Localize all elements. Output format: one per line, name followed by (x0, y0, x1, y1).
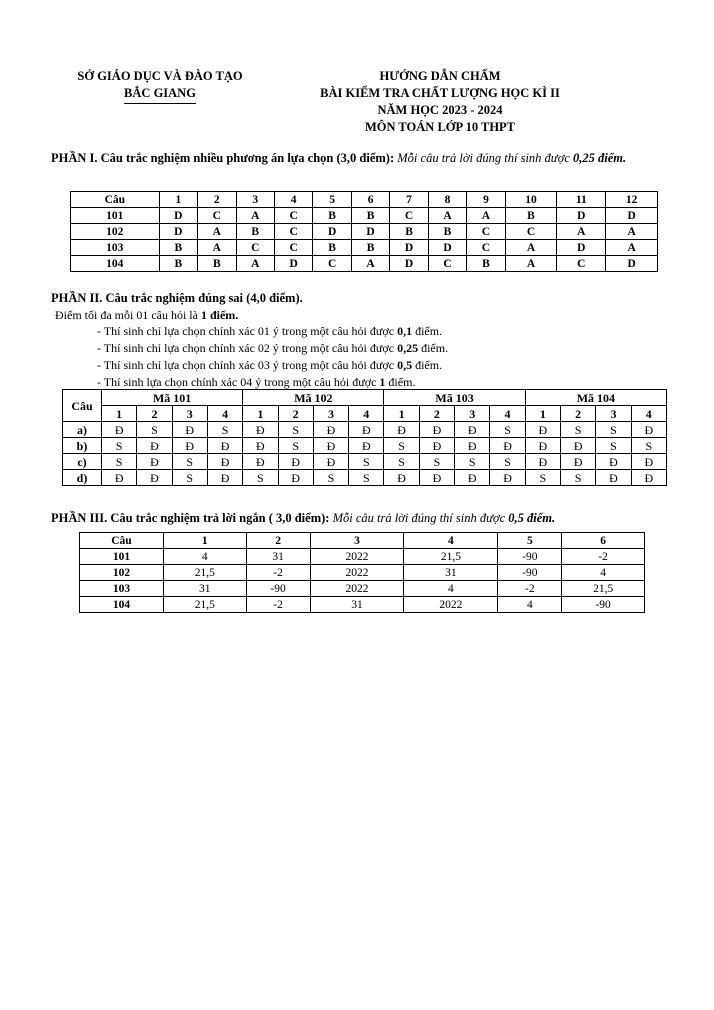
scoring-rule-points: 1 (379, 375, 386, 389)
answer-cell: 4 (404, 581, 498, 597)
answer-cell: S (490, 454, 525, 470)
exam-code-cell: 102 (71, 224, 160, 240)
answer-cell: Đ (631, 422, 666, 438)
answer-cell: D (274, 256, 312, 272)
item-number-cell: 3 (313, 406, 348, 422)
answer-cell: C (313, 256, 351, 272)
answer-cell: 21,5 (163, 597, 246, 613)
header-cell: 1 (159, 192, 197, 208)
answer-cell: B (159, 256, 197, 272)
answer-cell: -2 (562, 549, 645, 565)
answer-cell: -2 (246, 565, 310, 581)
answer-cell: S (278, 422, 313, 438)
answer-cell: 4 (562, 565, 645, 581)
statement-label-cell: d) (63, 470, 102, 486)
document-title: HƯỚNG DẪN CHẤM (379, 69, 501, 83)
part1-answer-table (70, 191, 658, 272)
statement-label-cell: c) (63, 454, 102, 470)
header-cell: 8 (428, 192, 466, 208)
exam-code-cell: 104 (71, 256, 160, 272)
answer-cell: S (561, 422, 596, 438)
scoring-rule (97, 323, 442, 339)
header-cell: Câu (80, 533, 164, 549)
answer-cell: 2022 (310, 581, 404, 597)
table-row (63, 470, 667, 486)
answer-cell: Đ (243, 438, 278, 454)
answer-cell: Đ (455, 438, 490, 454)
scoring-rule (97, 374, 415, 390)
item-number-cell: 3 (455, 406, 490, 422)
answer-cell: Đ (278, 454, 313, 470)
answer-cell: S (490, 422, 525, 438)
answer-cell: S (207, 422, 242, 438)
scoring-rule-unit: điểm. (412, 324, 443, 338)
item-number-cell: 2 (561, 406, 596, 422)
header-cell: 2 (198, 192, 236, 208)
answer-cell: Đ (455, 422, 490, 438)
part1-title (51, 150, 661, 167)
scoring-rule-unit: điểm. (385, 375, 416, 389)
header-cell: 3 (236, 192, 274, 208)
answer-cell: 2022 (310, 549, 404, 565)
answer-cell: -2 (498, 581, 562, 597)
answer-cell: 21,5 (562, 581, 645, 597)
table-row (63, 422, 667, 438)
answer-cell: Đ (137, 438, 172, 454)
exam-code-cell: 101 (71, 208, 160, 224)
answer-cell: 31 (310, 597, 404, 613)
answer-cell: B (313, 208, 351, 224)
part3-points: 0,5 điểm. (508, 511, 556, 525)
answer-cell: C (236, 240, 274, 256)
table-header-row (71, 192, 658, 208)
answer-cell: Đ (525, 454, 560, 470)
answer-cell: -90 (246, 581, 310, 597)
exam-code-cell: 103 (80, 581, 164, 597)
table-row (71, 240, 658, 256)
answer-cell: S (349, 470, 384, 486)
scoring-rule-unit: điểm. (412, 358, 443, 372)
answer-cell: D (606, 256, 658, 272)
exam-code-header: Mã 103 (384, 390, 525, 406)
scoring-rule-text: - Thí sinh chỉ lựa chọn chính xác 02 ý trong một câu hỏi được (97, 341, 398, 355)
answer-cell: D (351, 224, 389, 240)
answer-cell: 31 (246, 549, 310, 565)
answer-cell: Đ (313, 422, 348, 438)
answer-cell: S (384, 438, 419, 454)
answer-cell: D (606, 208, 658, 224)
answer-cell: Đ (596, 454, 631, 470)
answer-cell: Đ (384, 470, 419, 486)
answer-cell: Đ (525, 438, 560, 454)
scoring-rule-text: - Thí sinh chỉ lựa chọn chính xác 03 ý trong một câu hỏi được (97, 358, 398, 372)
answer-cell: D (390, 256, 428, 272)
answer-cell: Đ (631, 454, 666, 470)
answer-cell: A (428, 208, 466, 224)
exam-code-cell: 103 (71, 240, 160, 256)
answer-cell: Đ (490, 470, 525, 486)
table-row (71, 256, 658, 272)
answer-cell: S (313, 470, 348, 486)
answer-cell: Đ (455, 470, 490, 486)
department-name: SỞ GIÁO DỤC VÀ ĐÀO TẠO (77, 69, 243, 83)
department-header (60, 68, 260, 104)
exam-code-cell: 102 (80, 565, 164, 581)
header-cell: 7 (390, 192, 428, 208)
header-cell: 11 (557, 192, 606, 208)
header-cell: 1 (163, 533, 246, 549)
answer-cell: D (313, 224, 351, 240)
scoring-rule (97, 340, 448, 356)
answer-cell: Đ (207, 454, 242, 470)
answer-cell: 31 (404, 565, 498, 581)
answer-cell: S (384, 454, 419, 470)
scoring-rule-points: 0,5 (397, 358, 413, 372)
statement-label-cell: a) (63, 422, 102, 438)
answer-cell: Đ (349, 438, 384, 454)
table-row (80, 597, 645, 613)
answer-cell: Đ (349, 422, 384, 438)
header-cell: Câu (63, 390, 102, 422)
answer-cell: C (505, 224, 557, 240)
answer-cell: Đ (419, 470, 454, 486)
answer-cell: C (274, 208, 312, 224)
answer-cell: B (159, 240, 197, 256)
part2-max-score (55, 307, 238, 323)
answer-cell: 21,5 (404, 549, 498, 565)
answer-cell: Đ (137, 470, 172, 486)
answer-cell: C (198, 208, 236, 224)
answer-cell: Đ (384, 422, 419, 438)
answer-cell: A (606, 240, 658, 256)
answer-cell: S (455, 454, 490, 470)
answer-cell: Đ (137, 454, 172, 470)
header-cell: 12 (606, 192, 658, 208)
statement-label-cell: b) (63, 438, 102, 454)
answer-cell: C (274, 224, 312, 240)
answer-cell: Đ (419, 438, 454, 454)
answer-cell: 2022 (310, 565, 404, 581)
scoring-rule-points: 0,25 (397, 341, 419, 355)
answer-cell: C (557, 256, 606, 272)
answer-cell: 4 (498, 597, 562, 613)
answer-cell: Đ (207, 438, 242, 454)
answer-cell: S (278, 438, 313, 454)
answer-cell: D (390, 240, 428, 256)
answer-cell: B (236, 224, 274, 240)
header-cell: 5 (313, 192, 351, 208)
answer-cell: Đ (313, 454, 348, 470)
table-row (80, 565, 645, 581)
part2-max-points: 1 điểm. (200, 308, 239, 322)
table-header-row (63, 390, 667, 406)
answer-cell: -2 (246, 597, 310, 613)
header-cell: 6 (351, 192, 389, 208)
answer-cell: Đ (102, 422, 137, 438)
item-number-cell: 2 (137, 406, 172, 422)
answer-cell: -90 (562, 597, 645, 613)
answer-cell: Đ (102, 470, 137, 486)
header-cell: 4 (274, 192, 312, 208)
part3-title-bold: PHẦN III. Câu trắc nghiệm trả lời ngắn ( 3,0 điểm): (51, 511, 330, 525)
answer-cell: D (159, 224, 197, 240)
item-number-cell: 3 (596, 406, 631, 422)
answer-cell: Đ (419, 422, 454, 438)
part2-max-text: Điểm tối đa mỗi 01 câu hỏi là (55, 308, 201, 322)
header-cell: 5 (498, 533, 562, 549)
item-number-cell: 1 (384, 406, 419, 422)
item-number-cell: 1 (525, 406, 560, 422)
answer-cell: S (349, 454, 384, 470)
exam-name: BÀI KIỂM TRA CHẤT LƯỢNG HỌC KÌ II (320, 86, 560, 100)
scoring-rule-text: - Thí sinh chỉ lựa chọn chính xác 01 ý trong một câu hỏi được (97, 324, 398, 338)
answer-cell: -90 (498, 549, 562, 565)
subject-name: MÔN TOÁN LỚP 10 THPT (364, 120, 516, 134)
part3-title (51, 510, 555, 527)
answer-cell: Đ (631, 470, 666, 486)
answer-cell: B (428, 224, 466, 240)
answer-cell: B (505, 208, 557, 224)
item-number-cell: 1 (102, 406, 137, 422)
answer-cell: A (351, 256, 389, 272)
answer-cell: -90 (498, 565, 562, 581)
part3-title-italic: Mỗi câu trả lời đúng thí sinh được (329, 511, 509, 525)
table-subheader-row (63, 406, 667, 422)
answer-cell: D (159, 208, 197, 224)
table-row (63, 438, 667, 454)
header-cell: Câu (71, 192, 160, 208)
table-row (80, 581, 645, 597)
answer-cell: Đ (172, 438, 207, 454)
answer-cell: Đ (278, 470, 313, 486)
scoring-rule-unit: điểm. (418, 341, 449, 355)
answer-cell: S (419, 454, 454, 470)
answer-cell: S (102, 454, 137, 470)
answer-cell: Đ (490, 438, 525, 454)
answer-cell: D (557, 240, 606, 256)
answer-cell: Đ (243, 422, 278, 438)
answer-cell: C (390, 208, 428, 224)
item-number-cell: 4 (207, 406, 242, 422)
answer-cell: S (561, 470, 596, 486)
answer-cell: S (172, 454, 207, 470)
header-cell: 6 (562, 533, 645, 549)
answer-cell: Đ (525, 422, 560, 438)
answer-cell: 21,5 (163, 565, 246, 581)
answer-cell: Đ (172, 422, 207, 438)
answer-cell: A (467, 208, 505, 224)
item-number-cell: 2 (419, 406, 454, 422)
part2-title: PHẦN II. Câu trắc nghiệm đúng sai (4,0 điểm). (51, 291, 303, 305)
answer-cell: Đ (207, 470, 242, 486)
header-cell: 3 (310, 533, 404, 549)
document-title-block (290, 68, 590, 136)
answer-cell: S (102, 438, 137, 454)
part3-answer-table (79, 532, 645, 613)
header-cell: 4 (404, 533, 498, 549)
answer-cell: C (467, 240, 505, 256)
answer-cell: C (274, 240, 312, 256)
answer-cell: Đ (243, 454, 278, 470)
part1-title-italic: Mỗi câu trả lời đúng thí sinh được (394, 151, 573, 165)
answer-cell: C (467, 224, 505, 240)
answer-cell: A (557, 224, 606, 240)
header-cell: 9 (467, 192, 505, 208)
answer-cell: 31 (163, 581, 246, 597)
answer-cell: D (557, 208, 606, 224)
school-year: NĂM HỌC 2023 - 2024 (377, 103, 503, 117)
exam-code-header: Mã 104 (525, 390, 666, 406)
answer-cell: B (351, 208, 389, 224)
item-number-cell: 2 (278, 406, 313, 422)
scoring-rule-text: - Thí sinh lựa chọn chính xác 04 ý trong một câu hỏi được (97, 375, 380, 389)
answer-cell: C (428, 256, 466, 272)
answer-cell: Đ (561, 438, 596, 454)
answer-cell: S (596, 438, 631, 454)
answer-cell: A (236, 208, 274, 224)
answer-cell: A (505, 240, 557, 256)
answer-cell: S (631, 438, 666, 454)
scoring-rule-points: 0,1 (397, 324, 413, 338)
table-row (80, 549, 645, 565)
item-number-cell: 4 (631, 406, 666, 422)
answer-cell: 2022 (404, 597, 498, 613)
item-number-cell: 4 (349, 406, 384, 422)
answer-cell: Đ (596, 470, 631, 486)
answer-cell: A (505, 256, 557, 272)
table-row (63, 454, 667, 470)
answer-cell: A (198, 224, 236, 240)
table-row (71, 208, 658, 224)
answer-cell: S (172, 470, 207, 486)
answer-cell: B (351, 240, 389, 256)
part1-title-bold: PHẦN I. Câu trắc nghiệm nhiều phương án lựa chọn (3,0 điểm): (51, 151, 395, 165)
item-number-cell: 1 (243, 406, 278, 422)
part1-points: 0,25 điểm. (572, 151, 627, 165)
answer-cell: B (198, 256, 236, 272)
exam-code-cell: 104 (80, 597, 164, 613)
answer-cell: S (243, 470, 278, 486)
header-cell: 10 (505, 192, 557, 208)
answer-cell: B (467, 256, 505, 272)
answer-cell: B (313, 240, 351, 256)
exam-code-header: Mã 101 (102, 390, 243, 406)
answer-cell: S (596, 422, 631, 438)
header-cell: 2 (246, 533, 310, 549)
answer-cell: 4 (163, 549, 246, 565)
table-row (71, 224, 658, 240)
scoring-rule (97, 357, 442, 373)
answer-cell: A (236, 256, 274, 272)
answer-cell: Đ (313, 438, 348, 454)
answer-cell: S (137, 422, 172, 438)
answer-cell: S (525, 470, 560, 486)
item-number-cell: 3 (172, 406, 207, 422)
answer-cell: A (606, 224, 658, 240)
answer-cell: Đ (561, 454, 596, 470)
table-header-row (80, 533, 645, 549)
exam-code-cell: 101 (80, 549, 164, 565)
answer-cell: A (198, 240, 236, 256)
answer-cell: B (390, 224, 428, 240)
province-name: BẮC GIANG (124, 85, 196, 104)
answer-cell: D (428, 240, 466, 256)
exam-code-header: Mã 102 (243, 390, 384, 406)
item-number-cell: 4 (490, 406, 525, 422)
part2-answer-table (62, 389, 667, 486)
